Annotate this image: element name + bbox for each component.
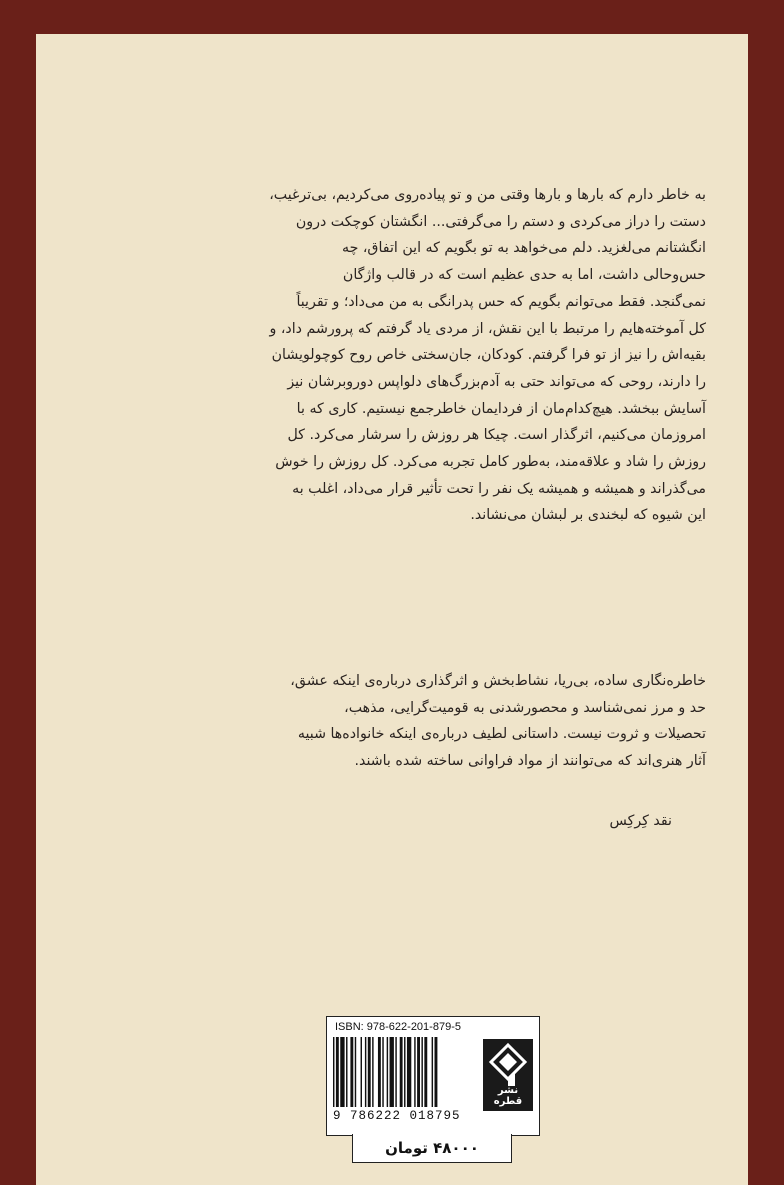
excerpt-line: روزش را شاد و علاقه‌مند، به‌طور کامل تجربه می‌کرد. کل روزش را خوش — [275, 454, 706, 471]
publisher-logo — [483, 1039, 533, 1111]
review-paragraph — [154, 668, 706, 774]
excerpt-paragraph — [154, 182, 706, 529]
back-cover-page — [36, 34, 748, 1185]
excerpt-line: را دارند، روحی که می‌تواند حتی به آدم‌بزرگ‌های دلواپس دوروبرشان نیز — [287, 373, 706, 390]
excerpt-line: انگشتانم می‌لغزید. دلم می‌خواهد به تو بگویم که این اتفاق، چه — [341, 240, 706, 257]
price-label-note: نشر قطره از برچسب برای تغییر قیمت استفاده نمی‌کند. — [60, 656, 80, 1100]
barcode-digits: 9 786222 018795 — [333, 1109, 461, 1123]
review-line: تحصیلات و ثروت نیست. داستانی لطیف درباره‌ی اینکه خانواده‌ها شبیه — [297, 726, 706, 742]
excerpt-line: حس‌وحالی داشت، اما به حدی عظیم است که در قالب واژگان — [342, 267, 706, 284]
price-label: ۴۸۰۰۰ تومان — [352, 1134, 512, 1163]
excerpt-line: آسایش ببخشد. هیچ‌کدام‌مان از فردایمان خاطرجمع نیستیم. کاری که با — [296, 400, 706, 417]
excerpt-line: دستت را دراز می‌کردی و دستم را می‌گرفتی... انگشتان کوچکت درون — [295, 213, 706, 230]
review-line: آثار هنری‌اند که می‌توانند از مواد فراوانی ساخته شده باشند. — [354, 752, 706, 769]
excerpt-line: کل آموخته‌هایم را مرتبط با این نقش، از مردی یاد گرفتم که پرورشم داد، و — [269, 320, 706, 337]
barcode-box — [326, 1016, 540, 1136]
publisher-logo-text: نشر قطره — [493, 1085, 523, 1107]
review-source: نقد کِرکِس — [609, 813, 672, 829]
excerpt-line: امروزمان می‌کنیم، اثرگذار است. چیکا هر روزش را سرشار می‌کرد. کل — [287, 427, 706, 444]
excerpt-line: نمی‌گنجد. فقط می‌توانم بگویم که حس پدرانگی به من می‌داد؛ و تقریباً — [296, 293, 706, 310]
excerpt-line: به خاطر دارم که بارها و بارها وقتی من و تو پیاده‌روی می‌کردیم، بی‌ترغیب، — [269, 187, 706, 203]
publisher-drop-icon — [483, 1039, 533, 1091]
excerpt-line: این شیوه که لبخندی بر لبشان می‌نشاند. — [470, 507, 706, 524]
excerpt-line: می‌گذراند و همیشه و همیشه یک نفر را تحت تأثیر قرار می‌داد، اغلب به — [292, 480, 706, 497]
review-line: حد و مرز نمی‌شناسد و محصورشدنی به قومیت‌گرایی، مذهب، — [344, 699, 706, 716]
excerpt-line: بقیه‌اش را نیز از تو فرا گرفتم. کودکان، جان‌سختی خاص روح کوچولویشان — [271, 347, 706, 364]
isbn-label: ISBN: 978-622-201-879-5 — [335, 1021, 461, 1033]
review-line: خاطره‌نگاری ساده، بی‌ریا، نشاط‌بخش و اثرگذاری درباره‌ی اینکه عشق، — [290, 673, 706, 689]
barcode-bars — [333, 1037, 479, 1107]
